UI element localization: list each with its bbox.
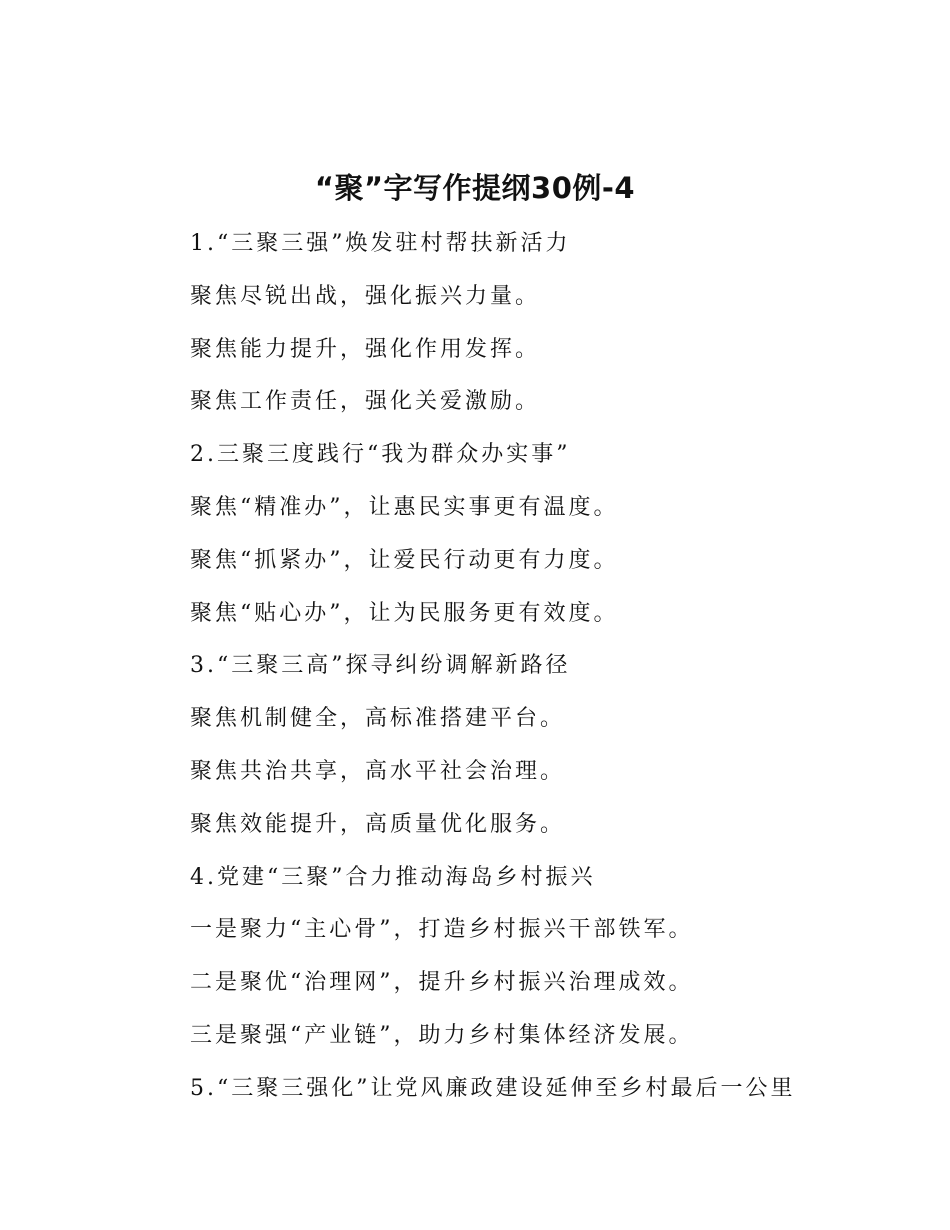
body-line: 聚焦“抓紧办”，让爱民行动更有力度。 [190,547,619,573]
section-heading-3: 3.“三聚三高”探寻纠纷调解新路径 [190,653,571,679]
body-line: 聚焦工作责任，强化关爱激励。 [190,389,541,415]
body-line: 聚焦共治共享，高水平社会治理。 [190,758,566,784]
section-heading-2: 2.三聚三度践行“我为群众办实事” [190,442,571,468]
body-line: 聚焦“贴心办”，让为民服务更有效度。 [190,600,619,626]
body-line: 聚焦能力提升，强化作用发挥。 [190,336,541,362]
body-line: 一是聚力“主心骨”，打造乡村振兴干部铁军。 [190,917,694,943]
section-heading-1: 1.“三聚三强”焕发驻村帮扶新活力 [190,231,571,256]
body-line: 聚焦尽锐出战，强化振兴力量。 [190,283,541,309]
document-body [190,218,870,1116]
section-heading-4: 4.党建“三聚”合力推动海岛乡村振兴 [190,864,596,890]
body-line: 聚焦机制健全，高标准搭建平台。 [190,706,566,732]
body-line: 聚焦效能提升，高质量优化服务。 [190,811,566,837]
body-line: 二是聚优“治理网”，提升乡村振兴治理成效。 [190,970,694,996]
document-title: “聚”字写作提纲30例-4 [314,171,636,205]
section-heading-5: 5.“三聚三强化”让党风廉政建设延伸至乡村最后一公里 [190,1075,796,1101]
body-line: 三是聚强“产业链”，助力乡村集体经济发展。 [190,1022,694,1048]
body-line: 聚焦“精准办”，让惠民实事更有温度。 [190,494,619,520]
